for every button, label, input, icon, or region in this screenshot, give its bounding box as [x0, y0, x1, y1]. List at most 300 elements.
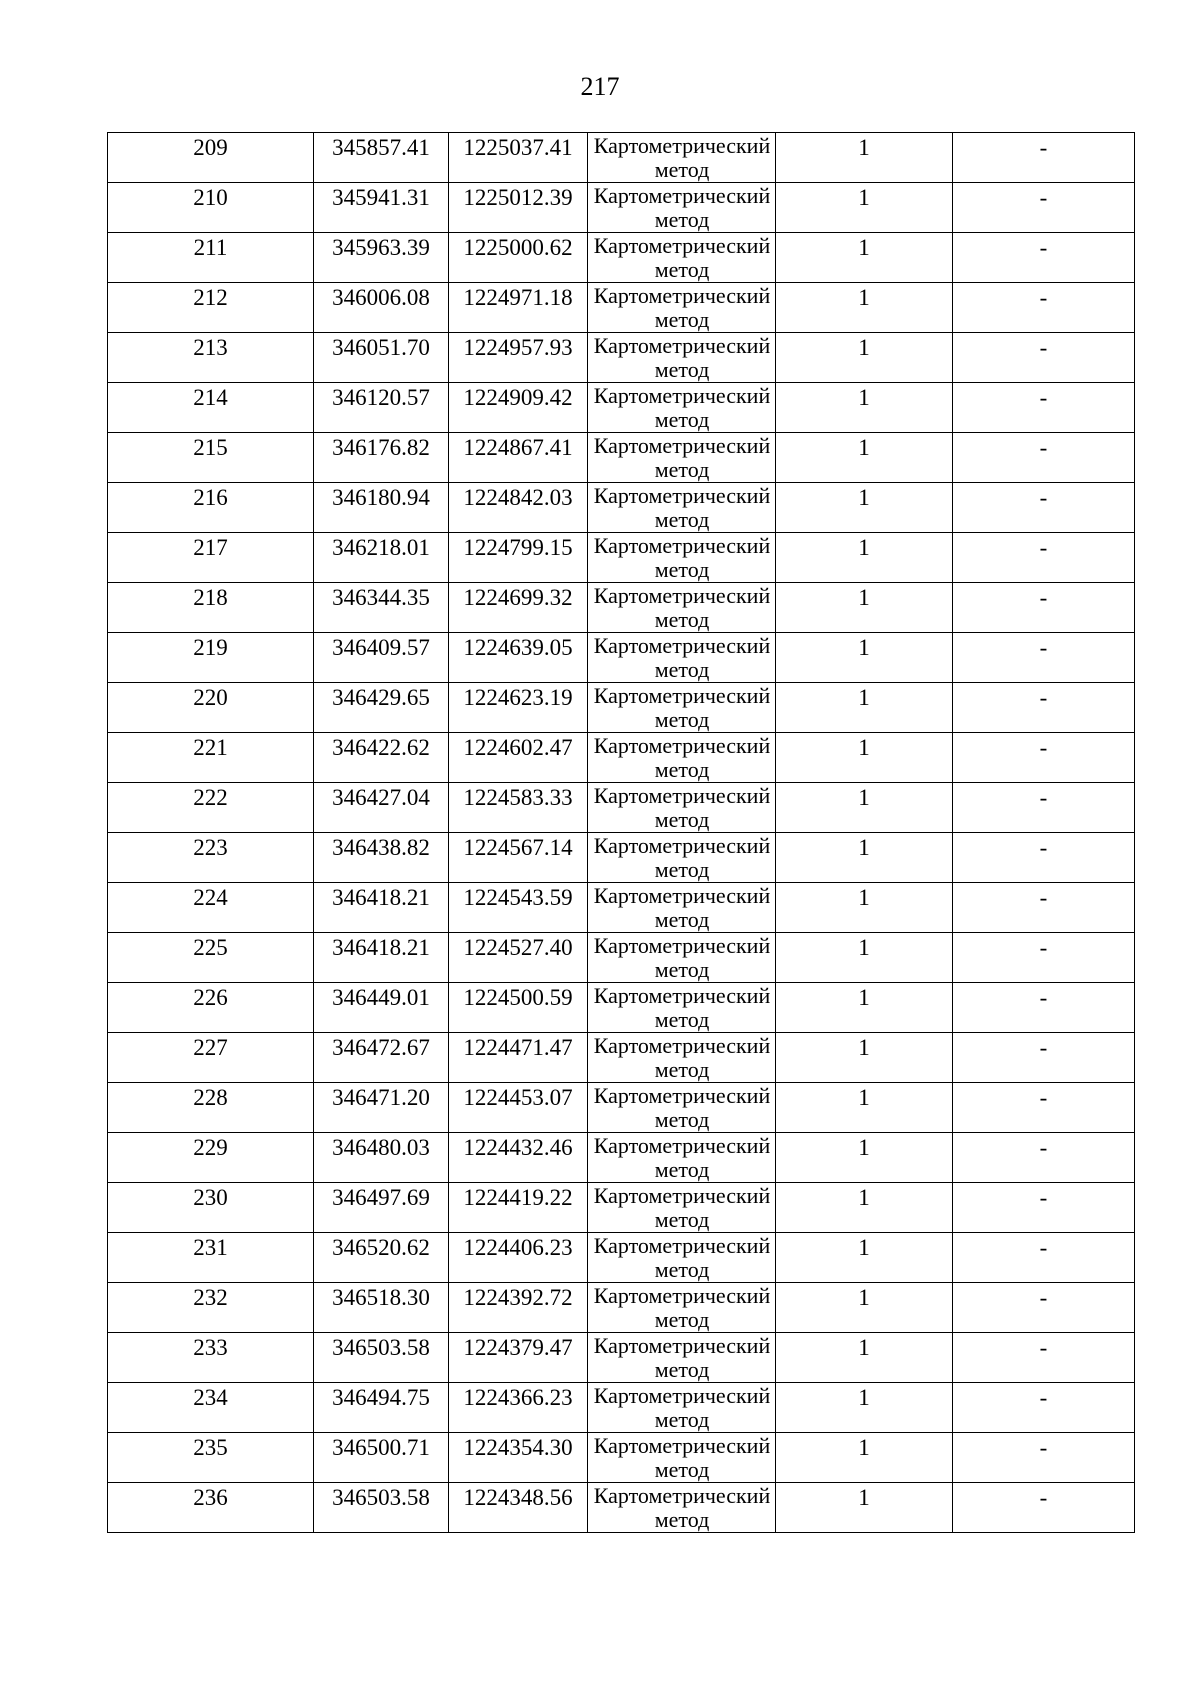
point-number-cell: [108, 1483, 314, 1533]
y-coordinate-value: 1224527.40: [463, 935, 573, 960]
point-number-value: 212: [193, 285, 228, 310]
x-coordinate-cell: [314, 533, 449, 583]
accuracy-cell: [776, 983, 953, 1033]
point-number-value: 234: [193, 1385, 228, 1410]
x-coordinate-value: 346494.75: [332, 1385, 430, 1410]
accuracy-cell: [776, 533, 953, 583]
x-coordinate-value: 345963.39: [332, 235, 430, 260]
point-number-cell: [108, 983, 314, 1033]
x-coordinate-cell: [314, 1283, 449, 1333]
x-coordinate-value: 346218.01: [332, 535, 430, 560]
accuracy-value: 1: [858, 435, 870, 460]
point-number-value: 217: [193, 535, 228, 560]
note-cell: [953, 283, 1135, 333]
x-coordinate-cell: [314, 333, 449, 383]
note-cell: [953, 683, 1135, 733]
y-coordinate-cell: [449, 1383, 588, 1433]
y-coordinate-cell: [449, 1483, 588, 1533]
page-number: 217: [580, 72, 620, 101]
x-coordinate-value: 346497.69: [332, 1185, 430, 1210]
note-value: -: [1039, 985, 1048, 1010]
point-number-cell: [108, 733, 314, 783]
point-number-value: 225: [193, 935, 228, 960]
accuracy-cell: [776, 1133, 953, 1183]
accuracy-value: 1: [858, 385, 870, 410]
table-row: [108, 333, 1135, 383]
method-cell: [588, 833, 776, 883]
table-row: [108, 233, 1135, 283]
method-cell: [588, 933, 776, 983]
method-value: Картометрический метод: [593, 1433, 771, 1482]
point-number-value: 222: [193, 785, 228, 810]
note-value: -: [1039, 835, 1048, 860]
table-row: [108, 1383, 1135, 1433]
y-coordinate-cell: [449, 183, 588, 233]
accuracy-value: 1: [858, 1435, 870, 1460]
point-number-cell: [108, 433, 314, 483]
y-coordinate-cell: [449, 983, 588, 1033]
method-value: Картометрический метод: [593, 1483, 771, 1532]
y-coordinate-value: 1224543.59: [463, 885, 573, 910]
x-coordinate-cell: [314, 1133, 449, 1183]
method-cell: [588, 1383, 776, 1433]
note-cell: [953, 483, 1135, 533]
accuracy-value: 1: [858, 785, 870, 810]
accuracy-cell: [776, 1183, 953, 1233]
x-coordinate-cell: [314, 1383, 449, 1433]
note-value: -: [1039, 735, 1048, 760]
y-coordinate-cell: [449, 933, 588, 983]
method-value: Картометрический метод: [593, 733, 771, 782]
table-row: [108, 1083, 1135, 1133]
note-cell: [953, 183, 1135, 233]
method-value: Картометрический метод: [593, 583, 771, 632]
note-cell: [953, 1033, 1135, 1083]
y-coordinate-value: 1224583.33: [463, 785, 573, 810]
point-number-cell: [108, 1033, 314, 1083]
note-value: -: [1039, 535, 1048, 560]
accuracy-value: 1: [858, 185, 870, 210]
method-cell: [588, 483, 776, 533]
table-body: [108, 133, 1135, 1533]
method-cell: [588, 433, 776, 483]
accuracy-cell: [776, 1233, 953, 1283]
x-coordinate-cell: [314, 133, 449, 183]
note-value: -: [1039, 785, 1048, 810]
y-coordinate-cell: [449, 483, 588, 533]
accuracy-value: 1: [858, 1035, 870, 1060]
method-cell: [588, 1433, 776, 1483]
method-cell: [588, 1233, 776, 1283]
table-row: [108, 833, 1135, 883]
method-cell: [588, 1333, 776, 1383]
method-value: Картометрический метод: [593, 1183, 771, 1232]
accuracy-value: 1: [858, 1085, 870, 1110]
method-cell: [588, 533, 776, 583]
point-number-value: 221: [193, 735, 228, 760]
x-coordinate-cell: [314, 1333, 449, 1383]
accuracy-cell: [776, 1283, 953, 1333]
method-cell: [588, 733, 776, 783]
method-value: Картометрический метод: [593, 1383, 771, 1432]
point-number-value: 216: [193, 485, 228, 510]
note-cell: [953, 333, 1135, 383]
accuracy-cell: [776, 633, 953, 683]
y-coordinate-value: 1224453.07: [463, 1085, 573, 1110]
accuracy-cell: [776, 283, 953, 333]
note-value: -: [1039, 1135, 1048, 1160]
accuracy-value: 1: [858, 885, 870, 910]
method-value: Картометрический метод: [593, 633, 771, 682]
method-value: Картометрический метод: [593, 1283, 771, 1332]
note-cell: [953, 733, 1135, 783]
method-value: Картометрический метод: [593, 1083, 771, 1132]
y-coordinate-value: 1224379.47: [463, 1335, 573, 1360]
method-cell: [588, 383, 776, 433]
x-coordinate-cell: [314, 983, 449, 1033]
x-coordinate-value: 346438.82: [332, 835, 430, 860]
accuracy-value: 1: [858, 1235, 870, 1260]
note-cell: [953, 933, 1135, 983]
method-value: Картометрический метод: [593, 883, 771, 932]
point-number-value: 226: [193, 985, 228, 1010]
y-coordinate-value: 1224639.05: [463, 635, 573, 660]
point-number-cell: [108, 933, 314, 983]
point-number-cell: [108, 1183, 314, 1233]
accuracy-cell: [776, 933, 953, 983]
method-cell: [588, 333, 776, 383]
y-coordinate-value: 1224842.03: [463, 485, 573, 510]
note-value: -: [1039, 135, 1048, 160]
y-coordinate-cell: [449, 1133, 588, 1183]
accuracy-cell: [776, 233, 953, 283]
y-coordinate-cell: [449, 733, 588, 783]
method-value: Картометрический метод: [593, 483, 771, 532]
note-value: -: [1039, 385, 1048, 410]
note-cell: [953, 133, 1135, 183]
accuracy-value: 1: [858, 1335, 870, 1360]
x-coordinate-value: 346120.57: [332, 385, 430, 410]
point-number-value: 218: [193, 585, 228, 610]
accuracy-cell: [776, 183, 953, 233]
point-number-cell: [108, 1383, 314, 1433]
table-row: [108, 383, 1135, 433]
method-cell: [588, 983, 776, 1033]
point-number-value: 236: [193, 1485, 228, 1510]
point-number-value: 233: [193, 1335, 228, 1360]
table-row: [108, 883, 1135, 933]
accuracy-cell: [776, 1083, 953, 1133]
accuracy-cell: [776, 833, 953, 883]
point-number-value: 210: [193, 185, 228, 210]
accuracy-value: 1: [858, 1385, 870, 1410]
table-row: [108, 133, 1135, 183]
y-coordinate-value: 1224471.47: [463, 1035, 573, 1060]
note-value: -: [1039, 1435, 1048, 1460]
x-coordinate-value: 346449.01: [332, 985, 430, 1010]
point-number-value: 231: [193, 1235, 228, 1260]
accuracy-value: 1: [858, 1135, 870, 1160]
x-coordinate-value: 346471.20: [332, 1085, 430, 1110]
x-coordinate-cell: [314, 933, 449, 983]
point-number-value: 211: [193, 235, 228, 260]
point-number-value: 223: [193, 835, 228, 860]
x-coordinate-cell: [314, 633, 449, 683]
note-cell: [953, 1333, 1135, 1383]
point-number-cell: [108, 1433, 314, 1483]
y-coordinate-value: 1224500.59: [463, 985, 573, 1010]
note-value: -: [1039, 1035, 1048, 1060]
table-row: [108, 1133, 1135, 1183]
table-row: [108, 1033, 1135, 1083]
accuracy-cell: [776, 1433, 953, 1483]
x-coordinate-value: 346500.71: [332, 1435, 430, 1460]
method-value: Картометрический метод: [593, 983, 771, 1032]
note-cell: [953, 1233, 1135, 1283]
table-row: [108, 933, 1135, 983]
table-row: [108, 533, 1135, 583]
accuracy-value: 1: [858, 335, 870, 360]
x-coordinate-cell: [314, 1483, 449, 1533]
table-row: [108, 1433, 1135, 1483]
x-coordinate-cell: [314, 733, 449, 783]
y-coordinate-cell: [449, 283, 588, 333]
accuracy-cell: [776, 583, 953, 633]
note-value: -: [1039, 185, 1048, 210]
note-cell: [953, 583, 1135, 633]
method-value: Картометрический метод: [593, 833, 771, 882]
method-cell: [588, 1133, 776, 1183]
y-coordinate-value: 1224567.14: [463, 835, 573, 860]
method-cell: [588, 683, 776, 733]
method-value: Картометрический метод: [593, 233, 771, 282]
method-cell: [588, 283, 776, 333]
table-row: [108, 283, 1135, 333]
note-value: -: [1039, 635, 1048, 660]
x-coordinate-value: 346480.03: [332, 1135, 430, 1160]
table-row: [108, 183, 1135, 233]
y-coordinate-cell: [449, 783, 588, 833]
accuracy-cell: [776, 783, 953, 833]
y-coordinate-cell: [449, 1183, 588, 1233]
method-cell: [588, 1283, 776, 1333]
x-coordinate-value: 346418.21: [332, 935, 430, 960]
y-coordinate-value: 1225000.62: [463, 235, 573, 260]
y-coordinate-cell: [449, 683, 588, 733]
point-number-cell: [108, 1333, 314, 1383]
table-row: [108, 633, 1135, 683]
x-coordinate-cell: [314, 1433, 449, 1483]
table-row: [108, 483, 1135, 533]
accuracy-cell: [776, 683, 953, 733]
method-value: Картометрический метод: [593, 1333, 771, 1382]
point-number-cell: [108, 233, 314, 283]
point-number-cell: [108, 533, 314, 583]
note-cell: [953, 883, 1135, 933]
note-value: -: [1039, 485, 1048, 510]
method-cell: [588, 133, 776, 183]
x-coordinate-value: 346427.04: [332, 785, 430, 810]
accuracy-cell: [776, 433, 953, 483]
note-cell: [953, 1483, 1135, 1533]
x-coordinate-value: 346472.67: [332, 1035, 430, 1060]
note-value: -: [1039, 1485, 1048, 1510]
table-row: [108, 983, 1135, 1033]
x-coordinate-value: 346503.58: [332, 1335, 430, 1360]
point-number-cell: [108, 683, 314, 733]
x-coordinate-cell: [314, 1083, 449, 1133]
x-coordinate-value: 345857.41: [332, 135, 430, 160]
note-cell: [953, 633, 1135, 683]
accuracy-value: 1: [858, 1185, 870, 1210]
table-row: [108, 783, 1135, 833]
method-cell: [588, 883, 776, 933]
y-coordinate-value: 1224419.22: [463, 1185, 573, 1210]
note-value: -: [1039, 1285, 1048, 1310]
method-cell: [588, 1183, 776, 1233]
accuracy-value: 1: [858, 635, 870, 660]
x-coordinate-cell: [314, 483, 449, 533]
x-coordinate-cell: [314, 833, 449, 883]
point-number-cell: [108, 333, 314, 383]
table-row: [108, 1233, 1135, 1283]
point-number-value: 220: [193, 685, 228, 710]
y-coordinate-cell: [449, 633, 588, 683]
method-value: Картометрический метод: [593, 683, 771, 732]
x-coordinate-cell: [314, 683, 449, 733]
y-coordinate-value: 1225037.41: [463, 135, 573, 160]
y-coordinate-value: 1224354.30: [463, 1435, 573, 1460]
note-value: -: [1039, 335, 1048, 360]
point-number-cell: [108, 583, 314, 633]
method-cell: [588, 633, 776, 683]
method-cell: [588, 183, 776, 233]
accuracy-value: 1: [858, 835, 870, 860]
x-coordinate-value: 346503.58: [332, 1485, 430, 1510]
table-row: [108, 683, 1135, 733]
accuracy-cell: [776, 883, 953, 933]
y-coordinate-value: 1224366.23: [463, 1385, 573, 1410]
method-value: Картометрический метод: [593, 433, 771, 482]
x-coordinate-value: 346429.65: [332, 685, 430, 710]
method-cell: [588, 1483, 776, 1533]
point-number-value: 227: [193, 1035, 228, 1060]
y-coordinate-cell: [449, 533, 588, 583]
method-cell: [588, 1083, 776, 1133]
note-value: -: [1039, 885, 1048, 910]
point-number-value: 219: [193, 635, 228, 660]
point-number-value: 232: [193, 1285, 228, 1310]
note-cell: [953, 1383, 1135, 1433]
accuracy-value: 1: [858, 935, 870, 960]
point-number-value: 235: [193, 1435, 228, 1460]
x-coordinate-value: 346006.08: [332, 285, 430, 310]
point-number-cell: [108, 483, 314, 533]
point-number-cell: [108, 383, 314, 433]
x-coordinate-cell: [314, 283, 449, 333]
x-coordinate-cell: [314, 233, 449, 283]
point-number-value: 214: [193, 385, 228, 410]
table-row: [108, 1283, 1135, 1333]
y-coordinate-cell: [449, 133, 588, 183]
x-coordinate-cell: [314, 1233, 449, 1283]
point-number-cell: [108, 883, 314, 933]
note-value: -: [1039, 1385, 1048, 1410]
method-value: Картометрический метод: [593, 183, 771, 232]
method-value: Картометрический метод: [593, 283, 771, 332]
y-coordinate-value: 1225012.39: [463, 185, 573, 210]
accuracy-cell: [776, 1333, 953, 1383]
x-coordinate-value: 346176.82: [332, 435, 430, 460]
note-value: -: [1039, 1185, 1048, 1210]
point-number-cell: [108, 633, 314, 683]
y-coordinate-cell: [449, 1083, 588, 1133]
accuracy-value: 1: [858, 985, 870, 1010]
x-coordinate-cell: [314, 1033, 449, 1083]
accuracy-cell: [776, 733, 953, 783]
note-cell: [953, 433, 1135, 483]
point-number-cell: [108, 1083, 314, 1133]
y-coordinate-value: 1224971.18: [463, 285, 573, 310]
note-value: -: [1039, 935, 1048, 960]
x-coordinate-cell: [314, 183, 449, 233]
accuracy-cell: [776, 333, 953, 383]
x-coordinate-cell: [314, 583, 449, 633]
x-coordinate-value: 346180.94: [332, 485, 430, 510]
note-cell: [953, 383, 1135, 433]
y-coordinate-cell: [449, 1233, 588, 1283]
method-value: Картометрический метод: [593, 933, 771, 982]
x-coordinate-value: 346344.35: [332, 585, 430, 610]
x-coordinate-value: 346518.30: [332, 1285, 430, 1310]
accuracy-value: 1: [858, 285, 870, 310]
note-cell: [953, 1133, 1135, 1183]
point-number-value: 224: [193, 885, 228, 910]
method-cell: [588, 583, 776, 633]
accuracy-cell: [776, 133, 953, 183]
y-coordinate-cell: [449, 833, 588, 883]
x-coordinate-value: 345941.31: [332, 185, 430, 210]
x-coordinate-cell: [314, 783, 449, 833]
table-row: [108, 733, 1135, 783]
x-coordinate-value: 346520.62: [332, 1235, 430, 1260]
point-number-cell: [108, 183, 314, 233]
accuracy-value: 1: [858, 1485, 870, 1510]
note-value: -: [1039, 585, 1048, 610]
accuracy-value: 1: [858, 485, 870, 510]
method-value: Картометрический метод: [593, 1033, 771, 1082]
accuracy-value: 1: [858, 1285, 870, 1310]
point-number-cell: [108, 133, 314, 183]
point-number-cell: [108, 1283, 314, 1333]
y-coordinate-cell: [449, 1283, 588, 1333]
method-value: Картометрический метод: [593, 1233, 771, 1282]
note-value: -: [1039, 1335, 1048, 1360]
note-cell: [953, 983, 1135, 1033]
point-number-value: 215: [193, 435, 228, 460]
note-value: -: [1039, 235, 1048, 260]
method-value: Картометрический метод: [593, 133, 771, 182]
point-number-value: 209: [193, 135, 228, 160]
accuracy-value: 1: [858, 235, 870, 260]
table-row: [108, 1483, 1135, 1533]
method-value: Картометрический метод: [593, 533, 771, 582]
point-number-value: 229: [193, 1135, 228, 1160]
x-coordinate-value: 346051.70: [332, 335, 430, 360]
note-cell: [953, 1083, 1135, 1133]
note-cell: [953, 233, 1135, 283]
accuracy-value: 1: [858, 685, 870, 710]
